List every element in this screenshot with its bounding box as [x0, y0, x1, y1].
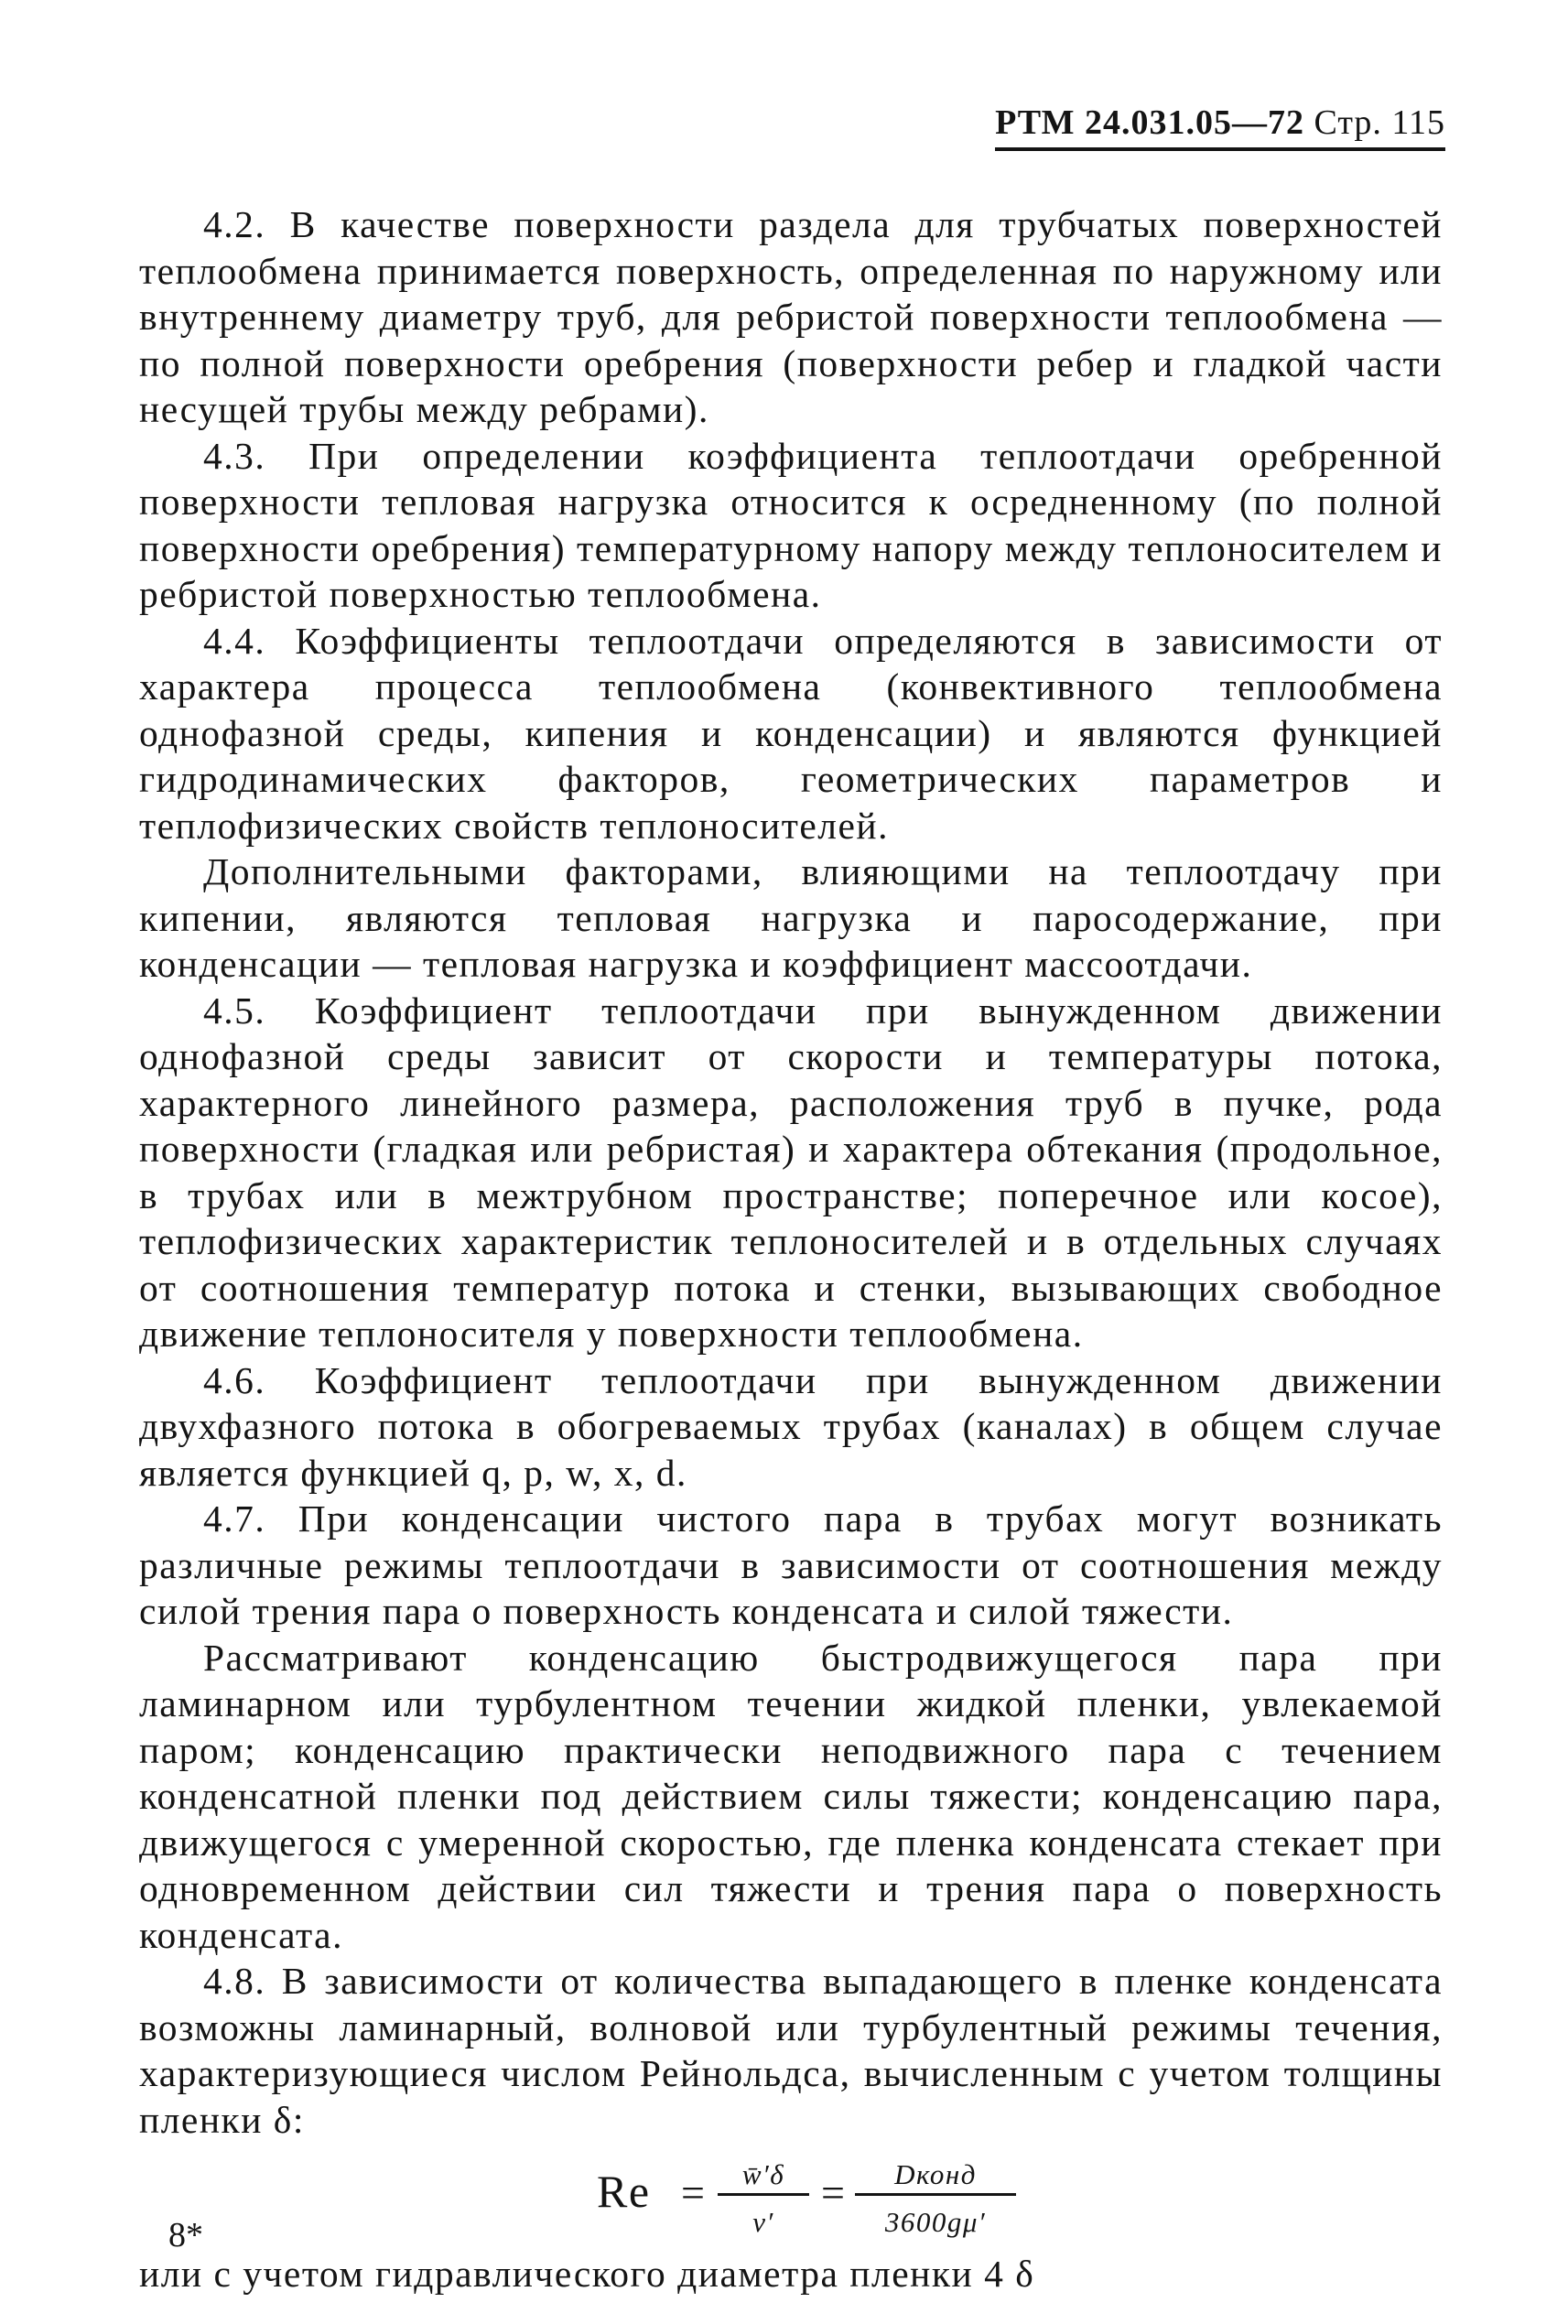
fraction-2-denominator: 3600gμ′	[884, 2206, 987, 2238]
paragraph-4-2: 4.2. В качестве поверхности раздела для трубчатых поверхностей теплообмена принимается поверхность, определенная по наружному или внутреннему диаметру труб, для ребристой поверхности теплообмена — по полной поверхности оребрения (поверхности ребер и гладкой части несущей трубы между ребрами).	[139, 203, 1443, 430]
fraction-2-numerator: Dконд	[894, 2158, 977, 2190]
page-label: Стр. 115	[1314, 103, 1445, 142]
paragraph-4-4: 4.4. Коэффициенты теплоотдачи определяются в зависимости от характера процесса теплообмена (конвективного теплообмена однофазной среды, кипения и конденсации) и являются функцией гидродинамических факторов, геометрических параметров и теплофизических свойств теплоносителей.	[139, 619, 1443, 847]
fraction-2-bar	[855, 2193, 1016, 2196]
paragraph-4-3: 4.3. При определении коэффициента теплоотдачи оребренной поверхности тепловая нагрузка относится к осредненному (по полной поверхности оребрения) температурному напору между теплоносителем и ребристой поверхностью теплообмена.	[139, 434, 1443, 615]
paragraph-4-6: 4.6. Коэффициент теплоотдачи при вынужденном движении двухфазного потока в обогреваемых трубах (каналах) в общем случае является функцией q, p, w, x, d.	[139, 1358, 1443, 1494]
reynolds-formula	[139, 2148, 1443, 2245]
fraction-1-denominator: ν′	[752, 2206, 774, 2238]
running-header	[995, 103, 1445, 151]
formula-fraction-2	[855, 2148, 1016, 2245]
paragraph-4-7-condensation-modes: Рассматривают конденсацию быстродвижущегося пара при ламинарном или турбулентном течении жидкой пленки, увлекаемой паром; конденсацию практически неподвижного пара с течением конденсатной пленки под действием силы тяжести; конденсацию пара, движущегося с умеренной скоростью, где пленка конденсата стекает при одновременном действии сил тяжести и трения пара о поверхность конденсата.	[139, 1636, 1443, 1956]
document-id: РТМ 24.031.05—72	[995, 103, 1304, 142]
paragraph-4-4-additional: Дополнительными факторами, влияющими на теплоотдачу при кипении, являются тепловая нагрузка и паросодержание, при конденсации — тепловая нагрузка и коэффициент массоотдачи.	[139, 850, 1443, 985]
paragraph-4-7: 4.7. При конденсации чистого пара в трубах могут возникать различные режимы теплоотдачи в зависимости от соотношения между силой трения пара о поверхность конденсата и силой тяжести.	[139, 1497, 1443, 1632]
signature-mark: 8*	[168, 2216, 203, 2254]
hydraulic-diameter-line: или с учетом гидравлического диаметра пленки 4 δ	[139, 2253, 1035, 2295]
page-body	[139, 201, 1443, 2297]
formula-equals-2: =	[821, 2169, 847, 2216]
fraction-1-numerator: w̄′δ	[741, 2158, 785, 2190]
paragraph-4-5: 4.5. Коэффициент теплоотдачи при вынужденном движении однофазной среды зависит от скорости и температуры потока, характерного линейного размера, расположения труб в пучке, рода поверхности (гладкая или ребристая) и характера обтекания (продольное, в трубах или в межтрубном пространстве; поперечное или косое), теплофизических характеристик теплоносителей и в отдельных случаях от соотношения температур потока и стенки, вызывающих свободное движение теплоносителя у поверхности теплообмена.	[139, 989, 1443, 1355]
paragraph-4-8: 4.8. В зависимости от количества выпадающего в пленке конденсата возможны ламинарный, волновой или турбулентный режимы течения, характеризующиеся числом Рейнольдса, вычисленным с учетом толщины пленки δ:	[139, 1960, 1443, 2141]
formula-fraction-1	[718, 2148, 809, 2245]
formula-equals-1: =	[681, 2169, 707, 2216]
fraction-1-bar	[718, 2193, 809, 2196]
formula-lhs: Re	[597, 2166, 651, 2217]
